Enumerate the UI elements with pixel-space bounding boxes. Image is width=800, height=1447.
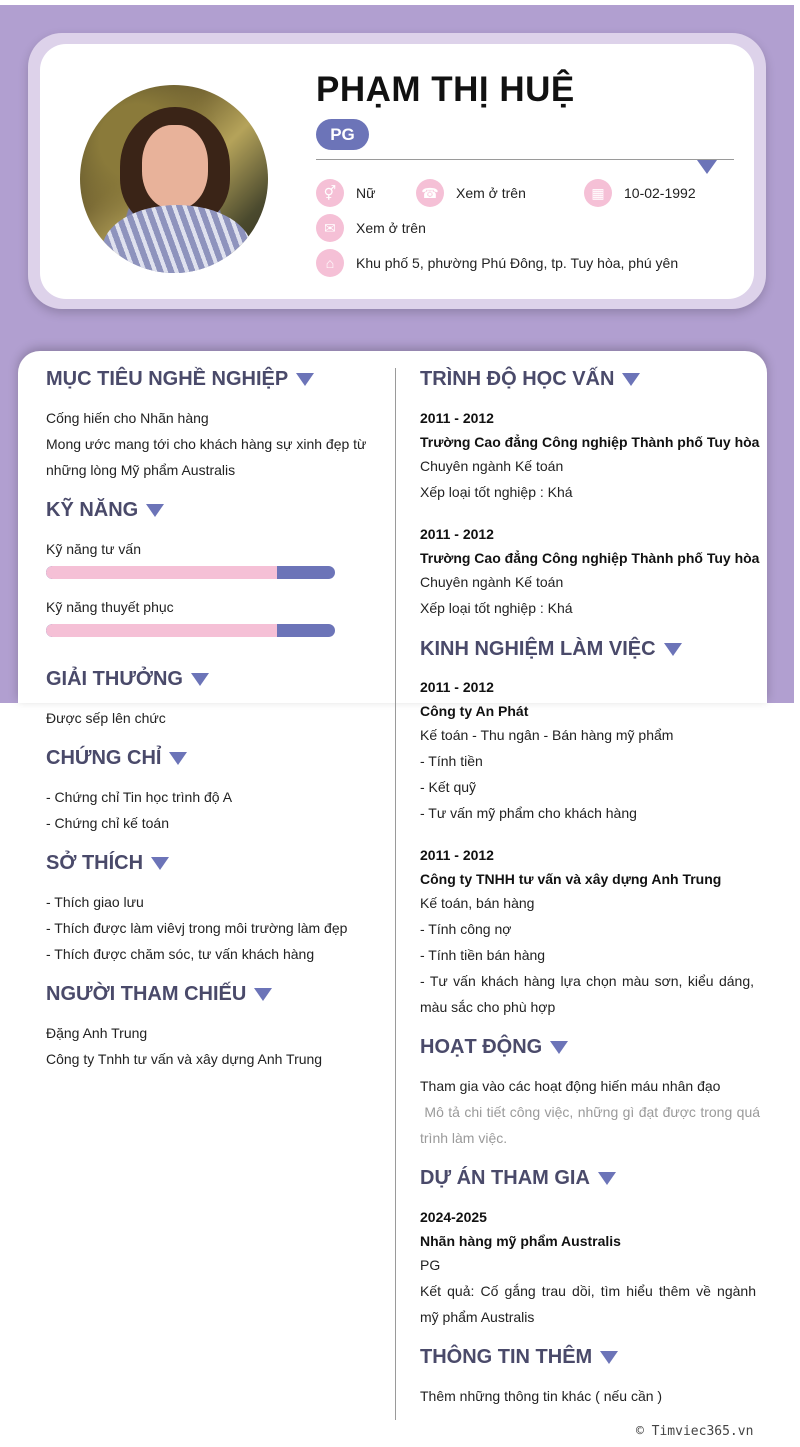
experience-task: - Tính công nợ — [420, 921, 512, 937]
experience-company: Công ty An Phát — [420, 703, 529, 719]
header-divider — [316, 159, 734, 160]
project-period: 2024-2025 — [420, 1209, 487, 1225]
objective-title-text: MỤC TIÊU NGHỀ NGHIỆP — [46, 368, 289, 390]
education-period: 2011 - 2012 — [420, 410, 494, 426]
email-info — [316, 214, 426, 242]
references-title — [46, 983, 272, 1006]
education-school: Trường Cao đẳng Công nghiệp Thành phố Tuy hòa — [420, 434, 760, 450]
address-value: Khu phố 5, phường Phú Đông, tp. Tuy hòa, phú yên — [356, 255, 679, 271]
triangle-icon — [146, 504, 164, 517]
avatar-shirt — [102, 205, 252, 273]
education-title-text: TRÌNH ĐỘ HỌC VẤN — [420, 368, 615, 390]
education-period: 2011 - 2012 — [420, 526, 494, 542]
phone-icon: ☎ — [416, 179, 444, 207]
triangle-icon — [151, 857, 169, 870]
role-badge: PG — [316, 119, 369, 150]
skill-bar — [46, 624, 335, 637]
reference-line: Công ty Tnhh tư vấn và xây dựng Anh Trung — [46, 1051, 323, 1067]
objective-title — [46, 368, 314, 391]
hobby-line: - Thích được chăm sóc, tư vấn khách hàng — [46, 946, 315, 962]
skill-bar-fill — [46, 624, 277, 637]
project-result: Kết quả: Cố gắng trau dồi, tìm hiểu thêm về ngành mỹ phẩm Australis — [420, 1283, 756, 1325]
certificate-line: - Chứng chỉ Tin học trình độ A — [46, 789, 233, 805]
project-role: PG — [420, 1257, 441, 1273]
education-school: Trường Cao đẳng Công nghiệp Thành phố Tuy hòa — [420, 550, 760, 566]
birthday-value: 10-02-1992 — [624, 185, 696, 201]
mail-icon: ✉ — [316, 214, 344, 242]
birthday-info — [584, 179, 696, 207]
triangle-icon — [296, 373, 314, 386]
additional-title-text: THÔNG TIN THÊM — [420, 1346, 593, 1368]
address-info — [316, 249, 678, 277]
experience-title — [420, 638, 682, 661]
skill-bar-fill — [46, 566, 277, 579]
projects-title-text: DỰ ÁN THAM GIA — [420, 1167, 590, 1189]
column-divider — [395, 368, 396, 1420]
certificates-title — [46, 747, 187, 770]
experience-period: 2011 - 2012 — [420, 847, 494, 863]
experience-task: - Tư vấn khách hàng lựa chọn màu sơn, kiểu dáng, màu sắc cho phù hợp — [420, 973, 754, 1015]
avatar-face — [142, 125, 208, 209]
activity-line: Tham gia vào các hoạt động hiến máu nhân đạo — [420, 1078, 721, 1094]
objective-line: những lòng Mỹ phẩm Australis — [46, 462, 236, 478]
projects-title — [420, 1167, 616, 1190]
watermark: © Timviec365.vn — [636, 1424, 754, 1439]
phone-value: Xem ở trên — [456, 185, 526, 201]
objective-line: Mong ước mang tới cho khách hàng sự xinh đẹp từ — [46, 436, 367, 452]
skill-name: Kỹ năng tư vấn — [46, 541, 141, 557]
education-grade: Xếp loại tốt nghiệp : Khá — [420, 484, 573, 500]
reference-line: Đặng Anh Trung — [46, 1025, 148, 1041]
hobby-line: - Thích được làm viêvj trong môi trường làm đẹp — [46, 920, 348, 936]
awards-title — [46, 668, 209, 691]
gender-info — [316, 179, 375, 207]
experience-position: Kế toán - Thu ngân - Bán hàng mỹ phẩm — [420, 727, 674, 743]
hobbies-title — [46, 852, 169, 875]
email-value: Xem ở trên — [356, 220, 426, 236]
triangle-icon — [600, 1351, 618, 1364]
certificates-title-text: CHỨNG CHỈ — [46, 747, 162, 769]
activity-description: Mô tả chi tiết công việc, những gì đạt được trong quá trình làm việc. — [420, 1104, 764, 1146]
skill-bar — [46, 566, 335, 579]
award-line: Được sếp lên chức — [46, 710, 166, 726]
activities-title-text: HOẠT ĐỘNG — [420, 1036, 543, 1058]
triangle-icon — [550, 1041, 568, 1054]
education-major: Chuyên ngành Kế toán — [420, 574, 564, 590]
gender-value: Nữ — [356, 185, 376, 201]
experience-company: Công ty TNHH tư vấn và xây dựng Anh Trung — [420, 871, 722, 887]
additional-title — [420, 1346, 618, 1369]
gender-icon: ⚥ — [316, 179, 344, 207]
experience-task: - Tính tiền — [420, 753, 483, 769]
activities-title — [420, 1036, 568, 1059]
triangle-icon — [169, 752, 187, 765]
home-icon: ⌂ — [316, 249, 344, 277]
triangle-icon — [254, 988, 272, 1001]
skill-name: Kỹ năng thuyết phục — [46, 599, 174, 615]
education-grade: Xếp loại tốt nghiệp : Khá — [420, 600, 573, 616]
skills-title — [46, 499, 164, 522]
hobby-line: - Thích giao lưu — [46, 894, 144, 910]
experience-period: 2011 - 2012 — [420, 679, 494, 695]
triangle-icon — [664, 643, 682, 656]
avatar — [80, 85, 268, 273]
certificate-line: - Chứng chỉ kế toán — [46, 815, 169, 831]
hobbies-title-text: SỞ THÍCH — [46, 852, 144, 874]
experience-position: Kế toán, bán hàng — [420, 895, 535, 911]
triangle-icon — [598, 1172, 616, 1185]
education-major: Chuyên ngành Kế toán — [420, 458, 564, 474]
phone-info — [416, 179, 526, 207]
candidate-name: PHẠM THỊ HUỆ — [316, 70, 575, 109]
objective-line: Cống hiến cho Nhãn hàng — [46, 410, 209, 426]
education-title — [420, 368, 640, 391]
skills-title-text: KỸ NĂNG — [46, 499, 139, 521]
triangle-icon — [622, 373, 640, 386]
header-triangle-marker — [697, 160, 717, 174]
references-title-text: NGƯỜI THAM CHIẾU — [46, 983, 247, 1005]
experience-title-text: KINH NGHIỆM LÀM VIỆC — [420, 638, 656, 660]
experience-task: - Tính tiền bán hàng — [420, 947, 546, 963]
calendar-icon: ▦ — [584, 179, 612, 207]
awards-title-text: GIẢI THƯỞNG — [46, 668, 183, 690]
additional-line: Thêm những thông tin khác ( nếu cần ) — [420, 1388, 663, 1404]
triangle-icon — [191, 673, 209, 686]
experience-task: - Tư vấn mỹ phẩm cho khách hàng — [420, 805, 637, 821]
project-name: Nhãn hàng mỹ phẩm Australis — [420, 1233, 621, 1249]
experience-task: - Kết quỹ — [420, 779, 477, 795]
